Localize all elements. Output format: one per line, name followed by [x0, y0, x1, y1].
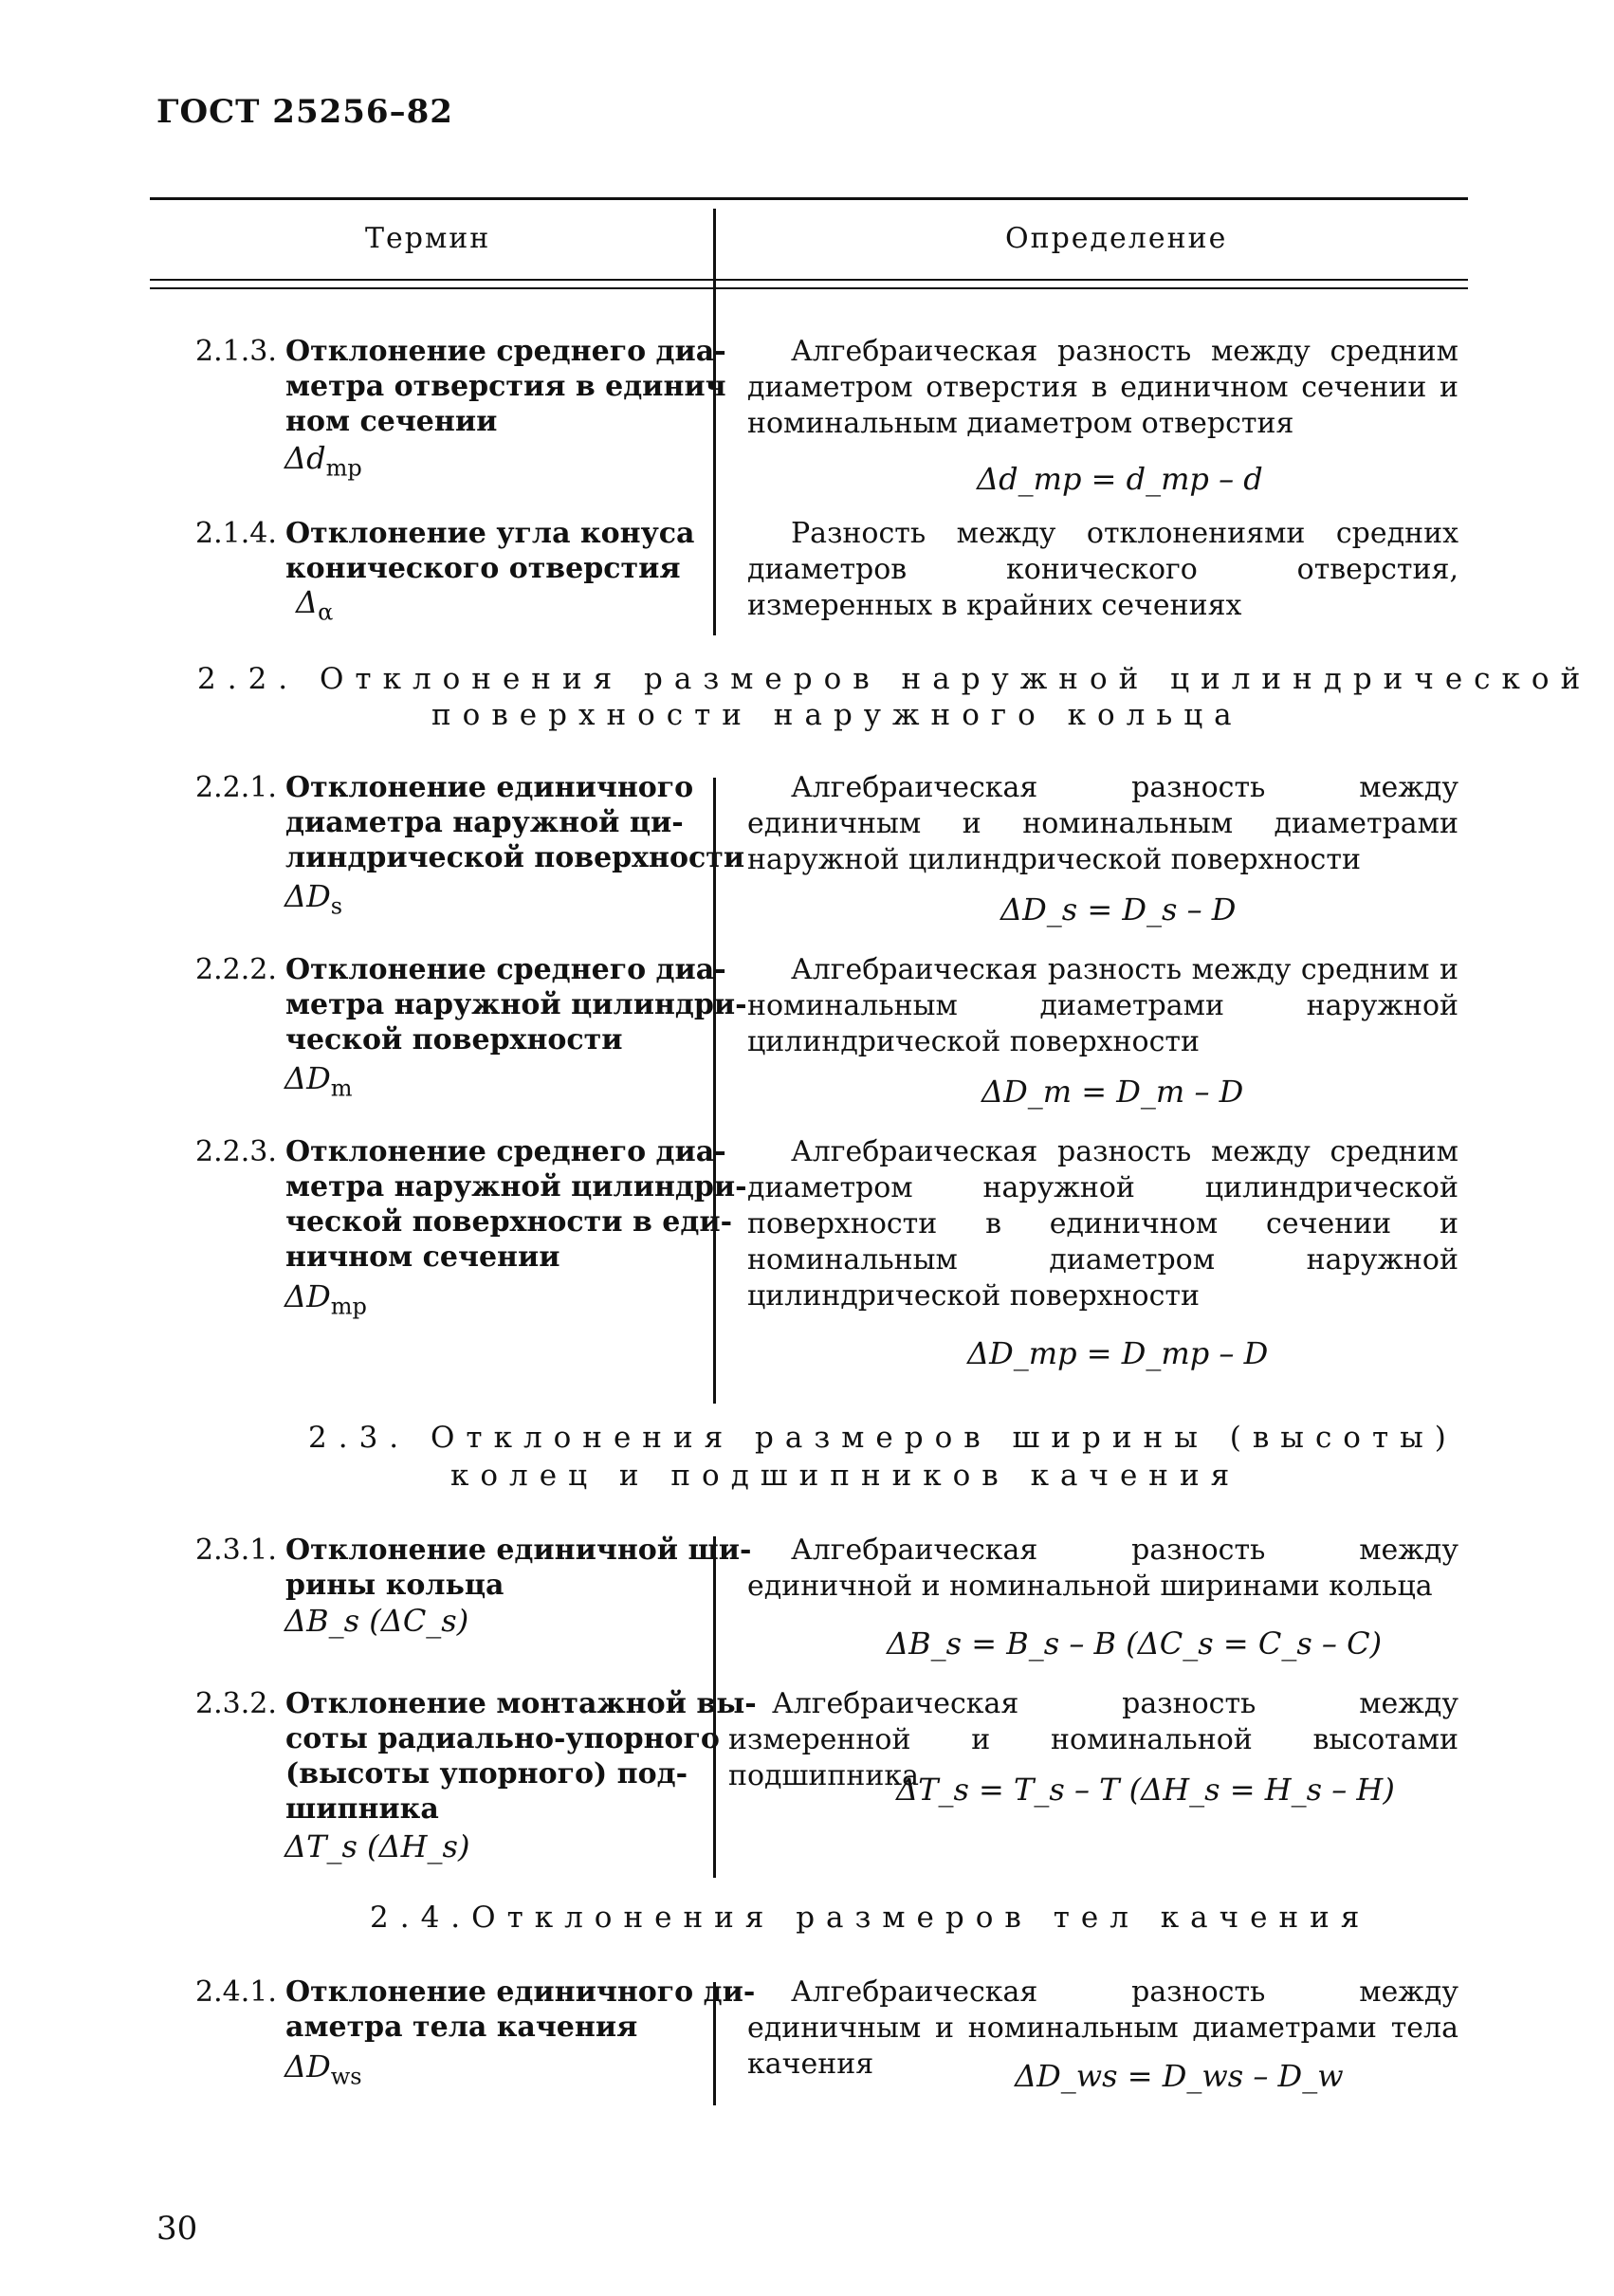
document-code: ГОСТ 25256–82 — [156, 93, 453, 131]
term-number: 2.1.3. — [195, 335, 277, 368]
definition-2-3-1: Алгебраическая разность между единичной и номинальной ширинами кольца — [747, 1534, 1458, 1603]
table-header-rule-2 — [150, 287, 1468, 289]
symbol-2-1-4: $\Delta_\alpha$ — [296, 584, 334, 626]
page-number: 30 — [156, 2210, 198, 2248]
symbol-2-3-2: ΔT_s (ΔH_s) — [284, 1828, 470, 1864]
section-2-3-subtitle: колец и подшипников качения — [450, 1459, 1241, 1493]
symbol-2-2-1: $\Delta D_s$ — [284, 878, 343, 920]
section-2-4-title: 2.4.Отклонения размеров тел качения — [370, 1901, 1371, 1935]
symbol-2-2-3: $\Delta D_{mp}$ — [284, 1278, 367, 1320]
term-line: Отклонение среднего диа- — [285, 335, 726, 368]
definition-2-3-2: Алгебраическая разность между измеренной и номинальной высотами подшипника — [728, 1687, 1458, 1792]
symbol-2-3-1: ΔB_s (ΔC_s) — [284, 1603, 469, 1639]
table-top-rule — [150, 197, 1468, 200]
section-2-3-title: 2.3. Отклонения размеров ширины (высоты) — [308, 1421, 1458, 1455]
definition-2-1-4: Разность между отклонениями средних диаметров конического отверстия, измеренных в крайних сечениях — [747, 517, 1458, 622]
column-divider — [713, 209, 716, 635]
term-line: метра отверстия в единич — [285, 370, 726, 403]
table-header-rule-1 — [150, 279, 1468, 281]
definition-2-2-3: Алгебраическая разность между средним диаметром наружной цилиндрической поверхности в единичном сечении и номинальным диаметром наружной цилиндрической поверхности — [747, 1135, 1458, 1313]
term-line: ном сечении — [285, 405, 498, 438]
column-header-term: Термин — [365, 222, 491, 255]
formula-2-2-3: ΔD_mp = D_mp – D — [967, 1335, 1269, 1371]
definition-2-2-2: Алгебраическая разность между средним и номинальным диаметрами наружной цилиндрической поверхности — [747, 953, 1458, 1058]
formula-2-3-2: ΔT_s = T_s – T (ΔH_s = H_s – H) — [896, 1772, 1395, 1808]
column-header-definition: Определение — [1005, 222, 1228, 255]
section-2-2-title: 2.2. Отклонения размеров наружной цилиндрической — [197, 662, 1592, 696]
formula-2-2-2: ΔD_m = D_m – D — [981, 1074, 1244, 1110]
symbol-2-4-1: $\Delta D_{ws}$ — [284, 2048, 362, 2090]
definition-2-2-1: Алгебраическая разность между единичным и номинальным диаметрами наружной цилиндрической поверхности — [747, 771, 1458, 876]
definition-2-1-3: Алгебраическая разность между средним диаметром отверстия в единичном сечении и номинальным диаметром отверстия — [747, 335, 1458, 440]
symbol-2-1-3: $\Delta d_{mp}$ — [284, 440, 362, 482]
section-2-2-subtitle: поверхности наружного кольца — [431, 698, 1243, 732]
formula-2-2-1: ΔD_s = D_s – D — [1000, 891, 1237, 928]
formula-2-1-3: Δd_mp = d_mp – d — [977, 461, 1263, 497]
definition-2-4-1: Алгебраическая разность между единичным и номинальным диаметрами тела качения — [747, 1975, 1458, 2081]
symbol-2-2-2: $\Delta D_m$ — [284, 1060, 353, 1102]
formula-2-3-1: ΔB_s = B_s – B (ΔC_s = C_s – C) — [887, 1626, 1383, 1662]
formula-2-4-1: ΔD_ws = D_ws – D_w — [1015, 2058, 1344, 2094]
